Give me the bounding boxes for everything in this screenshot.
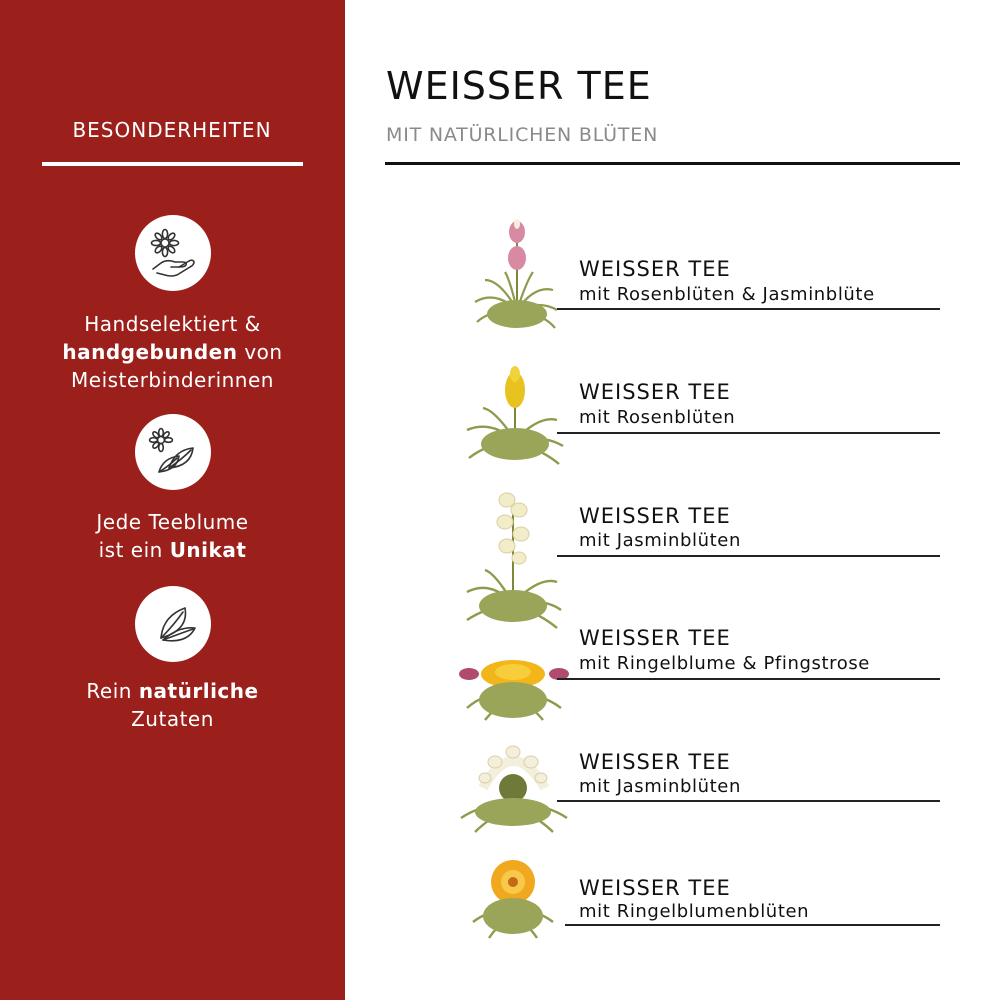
feature-3-line-2: Zutaten bbox=[131, 707, 214, 731]
product-description: mit Ringelblume & Pfingstrose bbox=[579, 653, 870, 674]
product-name: WEISSER TEE bbox=[579, 380, 731, 404]
feature-unique-text bbox=[20, 508, 325, 564]
product-description: mit Rosenblüten & Jasminblüte bbox=[579, 284, 875, 305]
feature-2-bold: Unikat bbox=[169, 538, 247, 562]
product-description: mit Ringelblumenblüten bbox=[579, 901, 810, 922]
product-name: WEISSER TEE bbox=[579, 876, 731, 900]
feature-3-line-1: Rein bbox=[86, 679, 139, 703]
product-name: WEISSER TEE bbox=[579, 750, 731, 774]
product-description: mit Jasminblüten bbox=[579, 776, 741, 797]
feature-1-line-1: Handselektiert & bbox=[84, 312, 261, 336]
product-name: WEISSER TEE bbox=[579, 626, 731, 650]
leaf-icon bbox=[135, 586, 211, 662]
product-item bbox=[455, 612, 955, 732]
product-divider bbox=[565, 924, 940, 926]
product-description: mit Jasminblüten bbox=[579, 530, 741, 551]
product-name: WEISSER TEE bbox=[579, 257, 731, 281]
product-description: mit Rosenblüten bbox=[579, 407, 736, 428]
flower-leaf-icon bbox=[135, 414, 211, 490]
features-panel bbox=[0, 0, 345, 1000]
product-item bbox=[455, 738, 955, 858]
product-divider bbox=[557, 555, 940, 557]
page-subtitle: MIT NATÜRLICHEN BLÜTEN bbox=[386, 124, 659, 146]
feature-1-line-2: von bbox=[237, 340, 283, 364]
features-heading-divider bbox=[42, 162, 303, 166]
feature-2-line-2: ist ein bbox=[98, 538, 170, 562]
feature-handselected-text bbox=[20, 310, 325, 394]
features-heading: BESONDERHEITEN bbox=[72, 118, 272, 142]
feature-2-line-1: Jede Teeblume bbox=[96, 510, 249, 534]
product-divider bbox=[557, 432, 940, 434]
feature-natural-text bbox=[20, 677, 325, 733]
product-divider bbox=[557, 800, 940, 802]
product-divider bbox=[557, 678, 940, 680]
tea-flower-image bbox=[455, 738, 575, 848]
tea-flower-image bbox=[455, 210, 575, 340]
product-divider bbox=[557, 308, 940, 310]
tea-flower-image bbox=[455, 360, 575, 490]
product-item bbox=[455, 856, 955, 976]
feature-1-bold: handgebunden bbox=[62, 340, 238, 364]
feature-1-line-3: Meisterbinderinnen bbox=[71, 368, 274, 392]
product-item bbox=[455, 210, 955, 330]
page-title: WEISSER TEE bbox=[386, 64, 652, 108]
hand-flower-icon bbox=[135, 215, 211, 291]
product-name: WEISSER TEE bbox=[579, 504, 731, 528]
feature-3-bold: natürliche bbox=[138, 679, 259, 703]
product-item bbox=[455, 488, 955, 608]
title-divider bbox=[385, 162, 960, 165]
tea-flower-image bbox=[455, 856, 575, 956]
product-item bbox=[455, 360, 955, 480]
